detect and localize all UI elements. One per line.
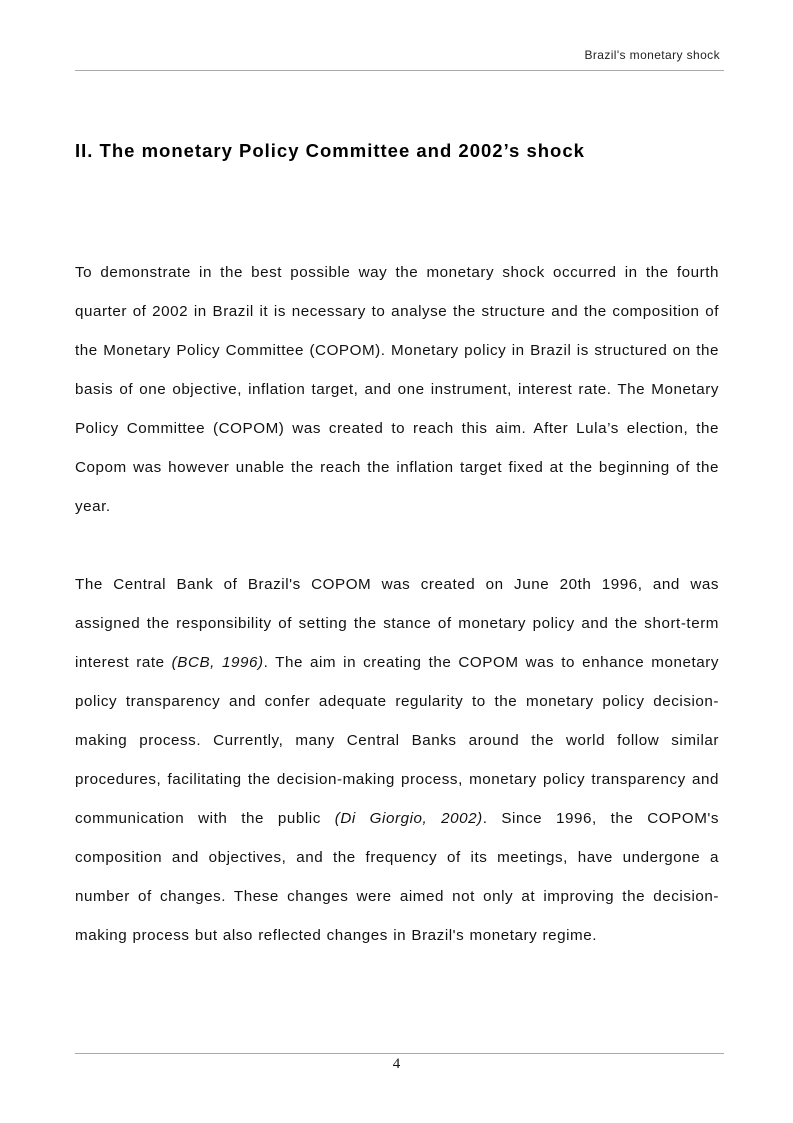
footer-divider — [75, 1053, 724, 1054]
header-divider — [75, 70, 724, 71]
paragraph-2-text-part-2: . The aim in creating the COPOM was to enhance monetary policy transparency and confer adequate regularity to the monetary policy decision-making process. Currently, many Central Banks around the world follow similar procedures, facilitating the decision-making process, monetary policy transparency and communication with the public — [75, 654, 719, 827]
running-header-title: Brazil's monetary shock — [584, 48, 720, 62]
body-paragraph-2 — [75, 565, 719, 955]
section-heading: II. The monetary Policy Committee and 2002’s shock — [75, 140, 585, 161]
page-number: 4 — [392, 1056, 401, 1072]
citation-di-giorgio-2002: (Di Giorgio, 2002) — [334, 810, 483, 827]
paragraph-2-text-part-3: . Since 1996, the COPOM's composition and objectives, and the frequency of its meetings, have undergone a number of changes. These changes were aimed not only at improving the decision-making process but also reflected changes in Brazil's monetary regime. — [75, 810, 719, 944]
paragraph-2-text-part-1: The Central Bank of Brazil's COPOM was created on June 20th 1996, and was assigned the responsibility of setting the stance of monetary policy and the short-term interest rate — [75, 576, 719, 671]
body-paragraph-1: To demonstrate in the best possible way the monetary shock occurred in the fourth quarter of 2002 in Brazil it is necessary to analyse the structure and the composition of the Monetary Policy Committee (COPOM). Monetary policy in Brazil is structured on the basis of one objective, inflation target, and one instrument, interest rate. The Monetary Policy Committee (COPOM) was created to reach this aim. After Lula’s election, the Copom was however unable the reach the inflation target fixed at the beginning of the year. — [75, 264, 719, 515]
citation-bcb-1996: (BCB, 1996) — [171, 654, 264, 671]
